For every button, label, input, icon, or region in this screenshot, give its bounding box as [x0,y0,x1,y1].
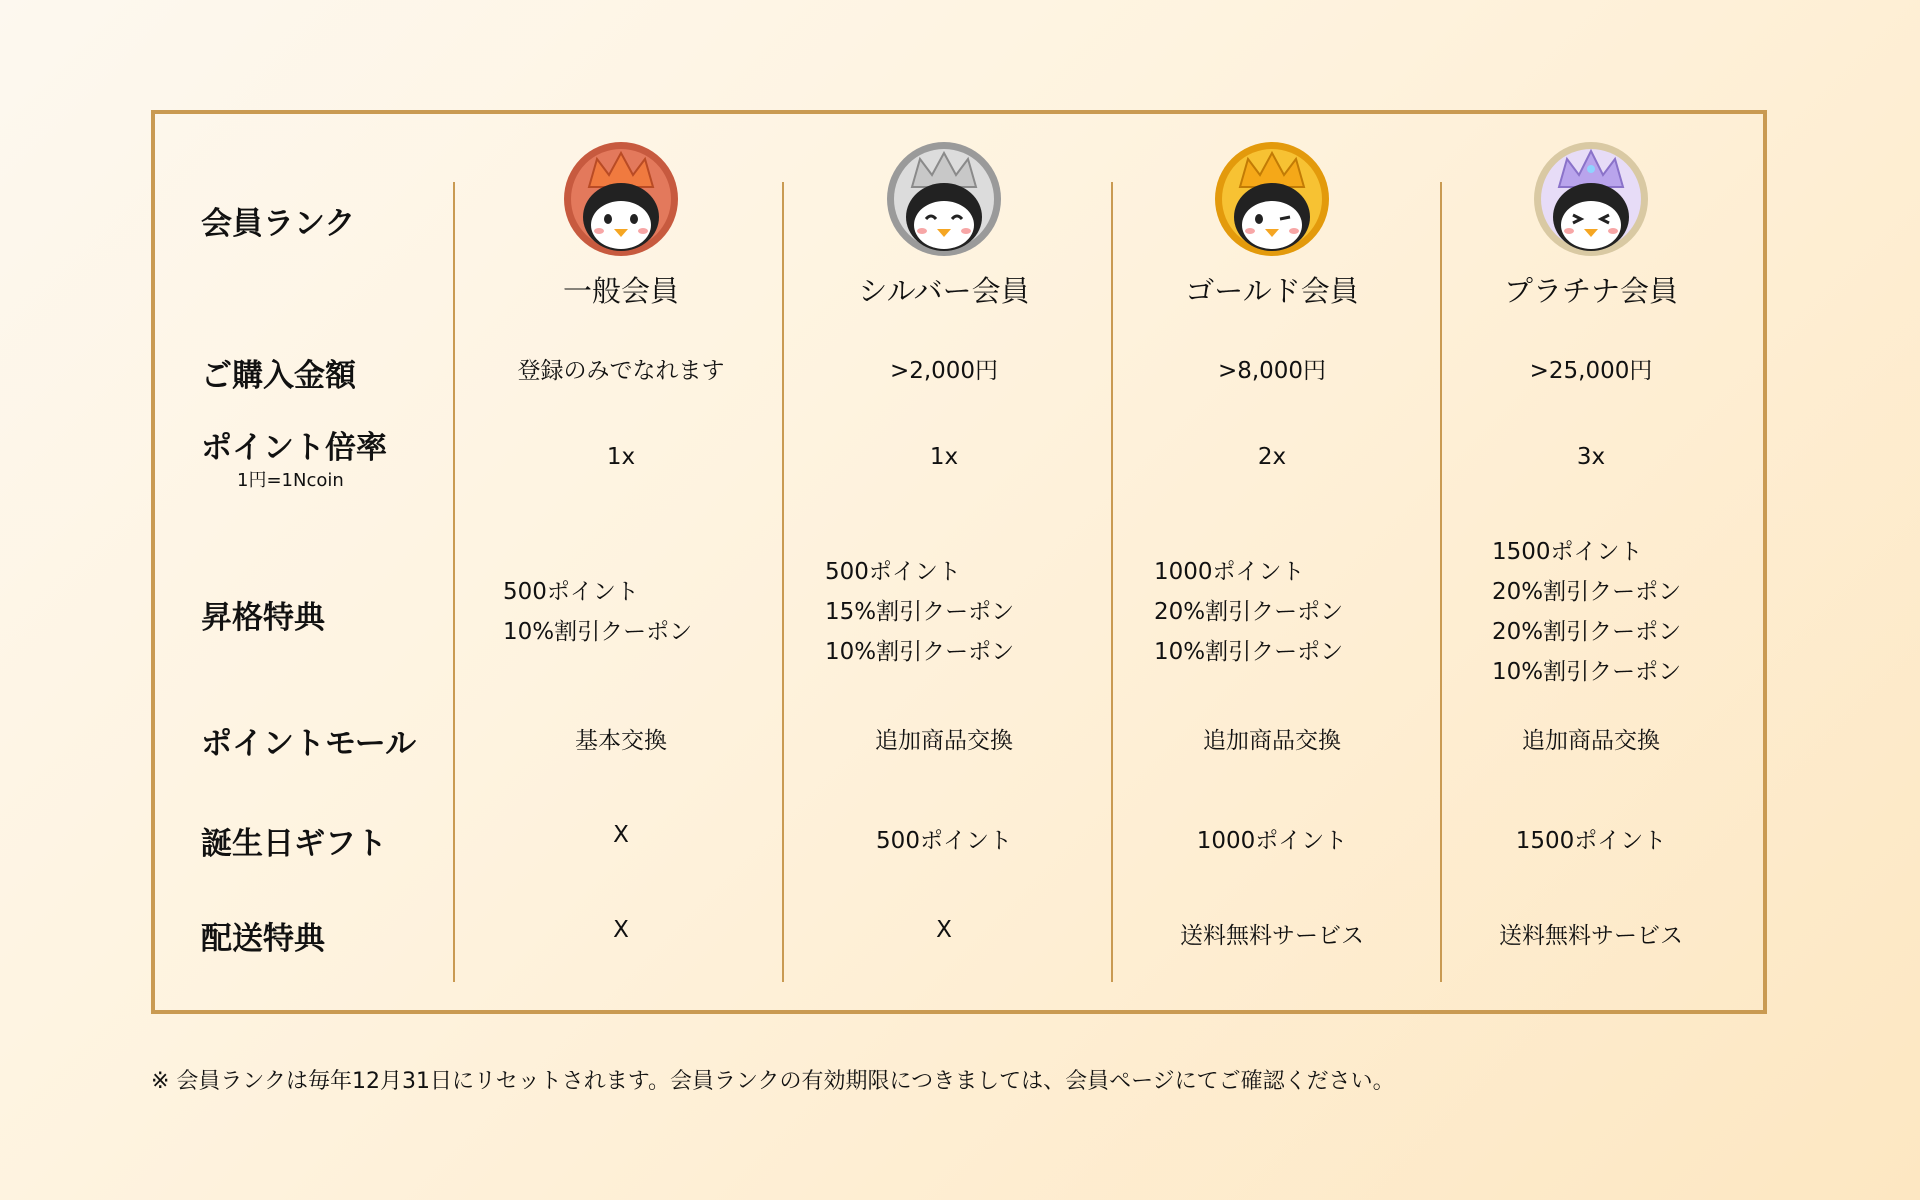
upgrade-item: 20%割引クーポン [1154,599,1344,625]
footnote: ※ 会員ランクは毎年12月31日にリセットされます。会員ランクの有効期限につきましては、会員ページにてご確認ください。 [151,1069,1395,1094]
label-shipping: 配送特典 [201,921,325,957]
bronze-penguin-badge-icon [561,139,681,259]
label-point-mall: ポイントモール [201,726,417,762]
upgrade-item: 500ポイント [825,559,961,585]
tier-platinum-purchase: >25,000円 [1529,358,1653,384]
label-purchase: ご購入金額 [201,358,356,394]
tier-gold-upgrade [1154,552,1343,672]
tier-platinum-point-rate: 3x [1576,444,1606,470]
silver-penguin-badge-icon [884,139,1004,259]
upgrade-item: 15%割引クーポン [825,599,1015,625]
tier-silver-upgrade [825,552,1014,672]
upgrade-item: 10%割引クーポン [825,639,1015,665]
tier-general-point-mall: 基本交換 [575,728,667,754]
tier-general-birthday: X [613,822,629,848]
tier-silver-birthday: 500ポイント [876,828,1012,854]
tier-name-silver: シルバー会員 [858,274,1030,308]
label-birthday: 誕生日ギフト [201,826,387,862]
tier-platinum-point-mall: 追加商品交換 [1522,728,1660,754]
tier-name-gold: ゴールド会員 [1185,274,1359,308]
upgrade-item: 20%割引クーポン [1492,579,1682,605]
tier-gold-point-rate: 2x [1257,444,1287,470]
upgrade-item: 20%割引クーポン [1492,619,1682,645]
tier-silver-point-rate: 1x [929,444,959,470]
membership-table [151,110,1767,1014]
tier-platinum-upgrade [1492,532,1681,692]
upgrade-item: 10%割引クーポン [1492,659,1682,685]
gold-penguin-badge-icon [1212,139,1332,259]
label-point-rate-note: 1円=1Ncoin [237,470,344,491]
tier-platinum-birthday: 1500ポイント [1515,828,1667,854]
tier-gold-shipping: 送料無料サービス [1180,923,1364,949]
tier-silver-purchase: >2,000円 [889,358,999,384]
upgrade-item: 10%割引クーポン [1154,639,1344,665]
tier-general-upgrade [503,572,692,652]
upgrade-item: 1000ポイント [1154,559,1305,585]
tier-gold-birthday: 1000ポイント [1196,828,1348,854]
column-divider [782,182,784,982]
upgrade-item: 1500ポイント [1492,539,1643,565]
column-divider [453,182,455,982]
platinum-penguin-badge-icon [1531,139,1651,259]
tier-name-general: 一般会員 [562,274,680,308]
tier-general-purchase: 登録のみでなれます [517,358,725,384]
label-upgrade: 昇格特典 [201,600,325,636]
column-divider [1111,182,1113,982]
tier-silver-shipping: X [936,917,952,943]
upgrade-item: 500ポイント [503,579,639,605]
tier-name-platinum: プラチナ会員 [1503,274,1679,308]
upgrade-item: 10%割引クーポン [503,619,693,645]
tier-gold-purchase: >8,000円 [1217,358,1327,384]
tier-silver-point-mall: 追加商品交換 [875,728,1013,754]
tier-general-shipping: X [613,917,629,943]
tier-platinum-shipping: 送料無料サービス [1499,923,1683,949]
column-divider [1440,182,1442,982]
label-point-rate: ポイント倍率 [201,430,387,466]
tier-gold-point-mall: 追加商品交換 [1203,728,1341,754]
label-rank: 会員ランク [201,206,356,242]
tier-general-point-rate: 1x [606,444,636,470]
